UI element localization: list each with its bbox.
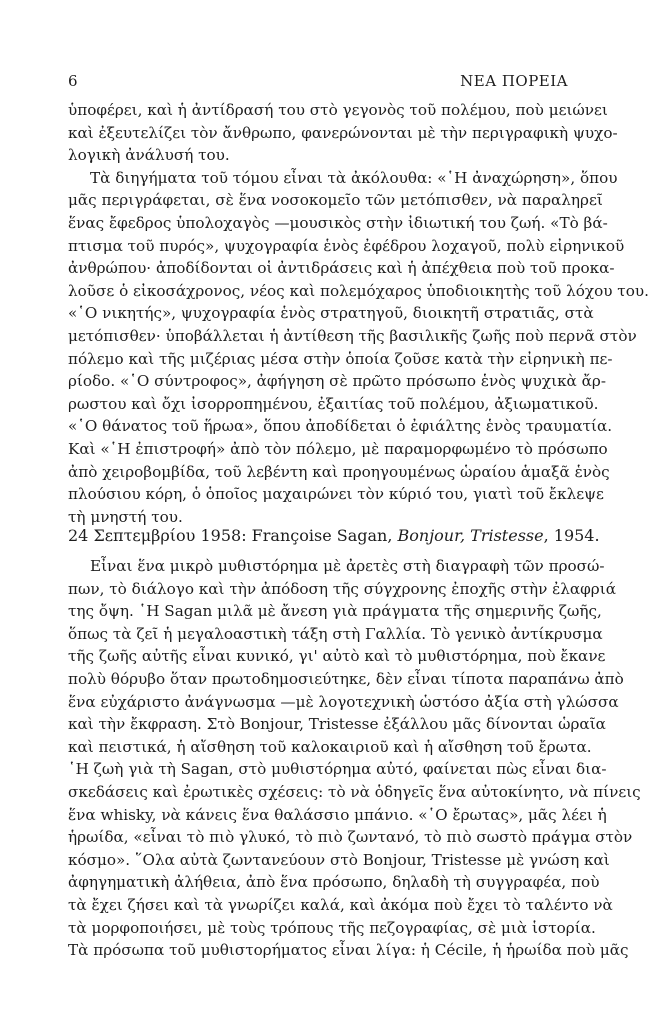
text-line: πων, τὸ διάλογο καὶ τὴν ἀπόδοση τῆς σύγχρονης ἐποχῆς στὴν ἐλαφριά	[68, 579, 616, 598]
text-line: ὅπως τὰ ζεῖ ἡ μεγαλοαστικὴ τάξη στὴ Γαλλία. Τὸ γενικὸ ἀντίκρυσμα	[68, 624, 603, 643]
text-line: σκεδάσεις καὶ ἐρωτικὲς σχέσεις: τὸ νὰ ὁδηγεῖς ἕνα αὐτοκίνητο, νὰ πίνεις	[68, 782, 641, 801]
heading-date-author: 24 Σεπτεμβρίου 1958: Françoise Sagan,	[68, 526, 398, 545]
text-line: πλούσιου κόρη, ὁ ὁποῖος μαχαιρώνει τὸν κύριό του, γιατὶ τοῦ ἔκλεψε	[68, 485, 604, 504]
section-heading	[68, 524, 600, 548]
text-line: τῆς ζωῆς αὐτῆς εἶναι κυνικό, γι' αὐτὸ καὶ τὸ μυθιστόρημα, ποὺ ἔκανε	[68, 647, 606, 666]
text-line: ἡρωίδα, «εἶναι τὸ πιὸ γλυκό, τὸ πιὸ ζωντανό, τὸ πιὸ σωστὸ πράγμα στὸν	[68, 828, 633, 847]
text-line: Τὰ πρόσωπα τοῦ μυθιστορήματος εἶναι λίγα: ἡ Cécile, ἡ ἡρωίδα ποὺ μᾶς	[68, 941, 629, 960]
text-line: λογικὴ ἀνάλυσή του.	[68, 146, 230, 165]
text-line: πτισμα τοῦ πυρός», ψυχογραφία ἑνὸς ἐφέδρου λοχαγοῦ, πολὺ εἰρηνικοῦ	[68, 236, 625, 255]
text-line: τὴ μνηστή του.	[68, 507, 183, 526]
text-line: ἕνα whisky, νὰ κάνεις ἕνα θαλάσσιο μπάνιο. «῾Ο ἔρωτας», μᾶς λέει ἡ	[68, 805, 607, 824]
text-line: ἀνθρώπου· ἀποδίδονται οἱ ἀντιδράσεις καὶ ἡ ἀπέχθεια ποὺ τοῦ προκα-	[68, 259, 615, 278]
text-line: ὑποφέρει, καὶ ἡ ἀντίδρασή του στὸ γεγονὸς τοῦ πολέμου, ποὺ μειώνει	[68, 101, 608, 119]
text-line: της ὄψη. ῾Η Sagan μιλᾶ μὲ ἄνεση γιὰ πράγματα τῆς σημερινῆς ζωῆς,	[68, 602, 602, 621]
text-line: πόλεμο καὶ τῆς μιζέριας μέσα στὴν ὁποία ζοῦσε κατὰ τὴν εἰρηνικὴ πε-	[68, 349, 613, 368]
running-head	[68, 72, 568, 90]
text-line: ἕνας ἔφεδρος ὑπολοχαγὸς —μουσικὸς στὴν ἰδιωτική του ζωή. «Τὸ βά-	[68, 213, 608, 232]
text-line: ἀφηγηματικὴ ἀλήθεια, ἀπὸ ἕνα πρόσωπο, δηλαδὴ τὴ συγγραφέα, ποὺ	[68, 873, 600, 892]
heading-book-title: Bonjour, Tristesse	[397, 526, 544, 545]
text-line: μᾶς περιγράφεται, σὲ ἕνα νοσοκομεῖο τῶν μετόπισθεν, νὰ παραληρεῖ	[68, 191, 603, 210]
text-line: ἀπὸ χειροβομβίδα, τοῦ λεβέντη καὶ προηγουμένως ὡραίου ἁμαξᾶ ἑνὸς	[68, 462, 610, 481]
running-title: ΝΕΑ ΠΟΡΕΙΑ	[460, 72, 568, 90]
text-line: μετόπισθεν· ὑποβάλλεται ἡ ἀντίθεση τῆς βασιλικῆς ζωῆς ποὺ περνᾶ στὸν	[68, 326, 637, 345]
text-line: ρωστου καὶ ὄχι ἰσορροπημένου, ἐξαιτίας τοῦ πολέμου, ἀξιωματικοῦ.	[68, 394, 599, 413]
text-line: λοῦσε ὁ εἰκοσάχρονος, νέος καὶ πολεμόχαρος ὑποδιοικητὴς τοῦ λόχου του.	[68, 281, 649, 300]
text-line: τὰ μορφοποιήσει, μὲ τοὺς τρόπους τῆς πεζογραφίας, σὲ μιὰ ἱστορία.	[68, 918, 596, 937]
text-line: πολὺ θόρυβο ὅταν πρωτοδημοσιεύτηκε, δὲν εἶναι τίποτα παραπάνω ἀπὸ	[68, 669, 624, 688]
heading-year: , 1954.	[543, 526, 600, 545]
text-line: καὶ ἐξευτελίζει τὸν ἄνθρωπο, φανερώνονται μὲ τὴν περιγραφικὴ ψυχο-	[68, 123, 618, 142]
text-line: ἕνα εὐχάριστο ἀνάγνωσμα —μὲ λογοτεχνικὴ ὡστόσο ἀξία στὴ γλώσσα	[68, 692, 619, 711]
paragraph-previous-review	[68, 99, 649, 528]
text-line: κόσμο». ῞Ολα αὐτὰ ζωντανεύουν στὸ Bonjour, Tristesse μὲ γνώση καὶ	[68, 850, 610, 869]
text-line: Τὰ διηγήματα τοῦ τόμου εἶναι τὰ ἀκόλουθα: «῾Η ἀναχώρηση», ὅπου	[90, 168, 618, 187]
text-line: τὰ ἔχει ζήσει καὶ τὰ γνωρίζει καλά, καὶ ἀκόμα ποὺ ἔχει τὸ ταλέντο νὰ	[68, 895, 613, 914]
page-number: 6	[68, 72, 79, 90]
text-line: καὶ τὴν ἔκφραση. Στὸ Bonjour, Tristesse ἐξάλλου μᾶς δίνονται ὡραῖα	[68, 715, 606, 734]
text-line: Καὶ «῾Η ἐπιστροφή» ἀπὸ τὸν πόλεμο, μὲ παραμορφωμένο τὸ πρόσωπο	[68, 439, 608, 458]
text-line: Εἶναι ἕνα μικρὸ μυθιστόρημα μὲ ἀρετὲς στὴ διαγραφὴ τῶν προσώ-	[90, 557, 605, 575]
text-line: ρίοδο. «῾Ο σύντροφος», ἀφήγηση σὲ πρῶτο πρόσωπο ἑνὸς ψυχικὰ ἄρ-	[68, 372, 606, 391]
paragraph-sagan-review	[68, 555, 641, 962]
text-line: ῾Η ζωὴ γιὰ τὴ Sagan, στὸ μυθιστόρημα αὐτό, φαίνεται πὼς εἶναι δια-	[68, 760, 607, 779]
text-line: «῾Ο θάνατος τοῦ ἥρωα», ὅπου ἀποδίδεται ὁ ἐφιάλτης ἑνὸς τραυματία.	[68, 417, 613, 436]
text-line: «῾Ο νικητής», ψυχογραφία ἑνὸς στρατηγοῦ, διοικητῆ στρατιᾶς, στὰ	[68, 304, 594, 323]
text-line: καὶ πειστικά, ἡ αἴσθηση τοῦ καλοκαιριοῦ καὶ ἡ αἴσθηση τοῦ ἔρωτα.	[68, 737, 592, 756]
